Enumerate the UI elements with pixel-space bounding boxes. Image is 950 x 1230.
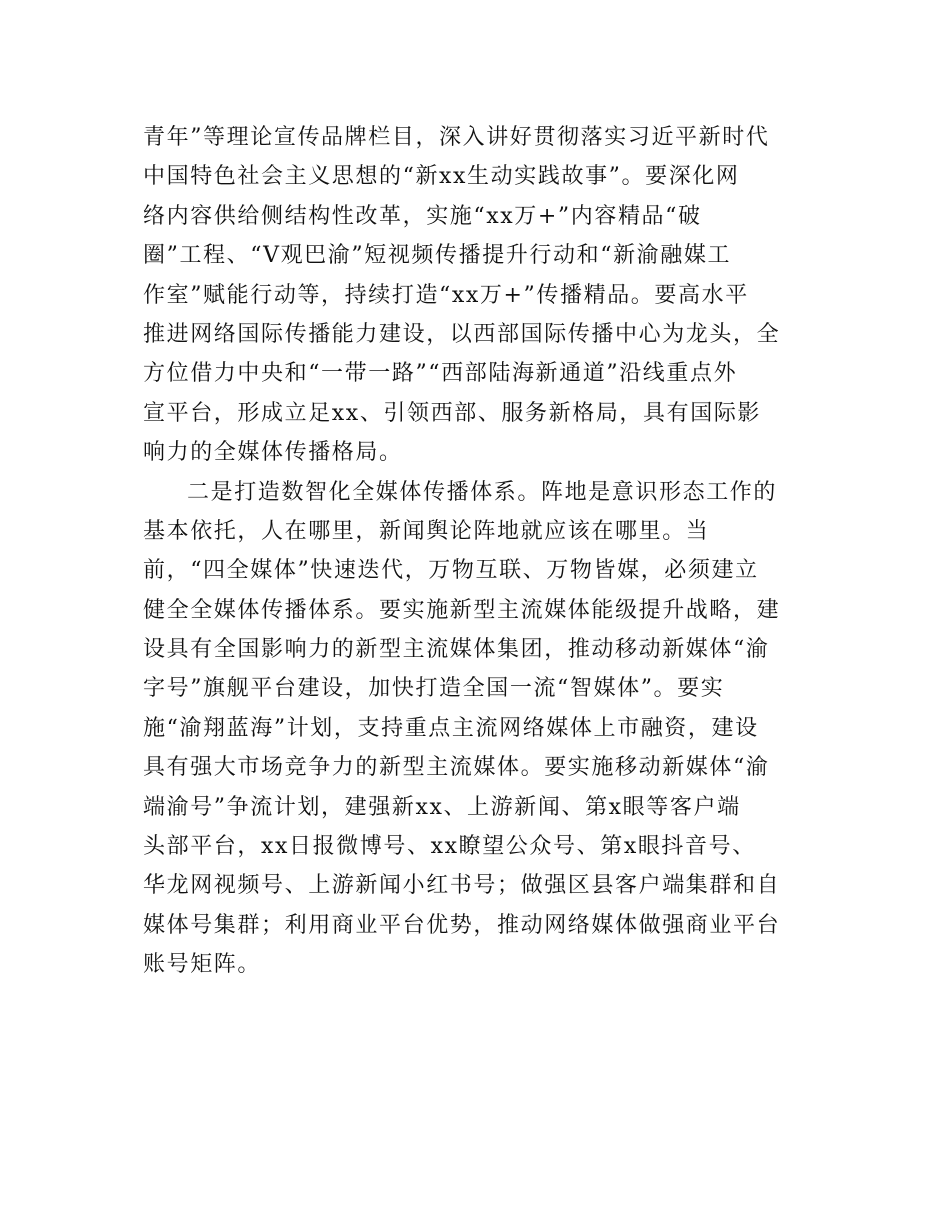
paragraph-1-line-7: 方位借力中央和“一带一路”“西部陆海新通道”沿线重点外 [143, 361, 738, 387]
paragraph-2-line-13: 账号矩阵。 [143, 952, 262, 978]
paragraph-2-line-4: 健全全媒体传播体系。要实施新型主流媒体能级提升战略，建 [143, 597, 781, 623]
paragraph-2-line-11: 华龙网视频号、上游新闻小红书号；做强区县客户端集群和自 [143, 873, 781, 899]
document-body [143, 118, 823, 985]
paragraph-2-line-6: 字号”旗舰平台建设，加快打造全国一流“智媒体”。要实 [143, 676, 725, 702]
paragraph-2-line-3: 前，“四全媒体”快速迭代，万物互联、万物皆媒，必须建立 [143, 558, 759, 584]
paragraph-1-line-1: 青年”等理论宣传品牌栏目，深入讲好贯彻落实习近平新时代 [143, 125, 770, 150]
paragraph-1-line-4: 圈”工程、“V观巴渝”短视频传播提升行动和“新渝融媒工 [143, 243, 732, 269]
paragraph-2-line-5: 设具有全国影响力的新型主流媒体集团，推动移动新媒体“渝 [143, 637, 770, 663]
paragraph-2-line-7: 施“渝翔蓝海”计划，支持重点主流网络媒体上市融资，建设 [143, 715, 759, 741]
paragraph-2-line-2: 基本依托，人在哪里，新闻舆论阵地就应该在哪里。当 [143, 518, 710, 544]
paragraph-2-line-12: 媒体号集群；利用商业平台优势，推动网络媒体做强商业平台 [143, 912, 781, 938]
paragraph-2-line-8: 具有强大市场竞争力的新型主流媒体。要实施移动新媒体“渝 [143, 755, 770, 781]
paragraph-1-line-5: 作室”赋能行动等，持续打造“xx万+”传播精品。要高水平 [143, 282, 749, 308]
paragraph-2-line-10: 头部平台，xx日报微博号、xx瞭望公众号、第x眼抖音号、 [143, 834, 756, 860]
paragraph-1-line-3: 络内容供给侧结构性改革，实施“xx万+”内容精品“破 [143, 203, 702, 229]
paragraph-1-line-9: 响力的全媒体传播格局。 [143, 440, 403, 466]
paragraph-1-line-2: 中国特色社会主义思想的“新xx生动实践故事”。要深化网 [143, 164, 740, 190]
paragraph-1-line-6: 推进网络国际传播能力建设，以西部国际传播中心为龙头，全 [143, 321, 781, 347]
paragraph-2-line-1: 二是打造数智化全媒体传播体系。阵地是意识形态工作的 [187, 479, 778, 505]
paragraph-1-line-8: 宣平台，形成立足xx、引领西部、服务新格局，具有国际影 [143, 400, 762, 426]
paragraph-2-line-9: 端渝号”争流计划，建强新xx、上游新闻、第x眼等客户端 [143, 794, 741, 820]
